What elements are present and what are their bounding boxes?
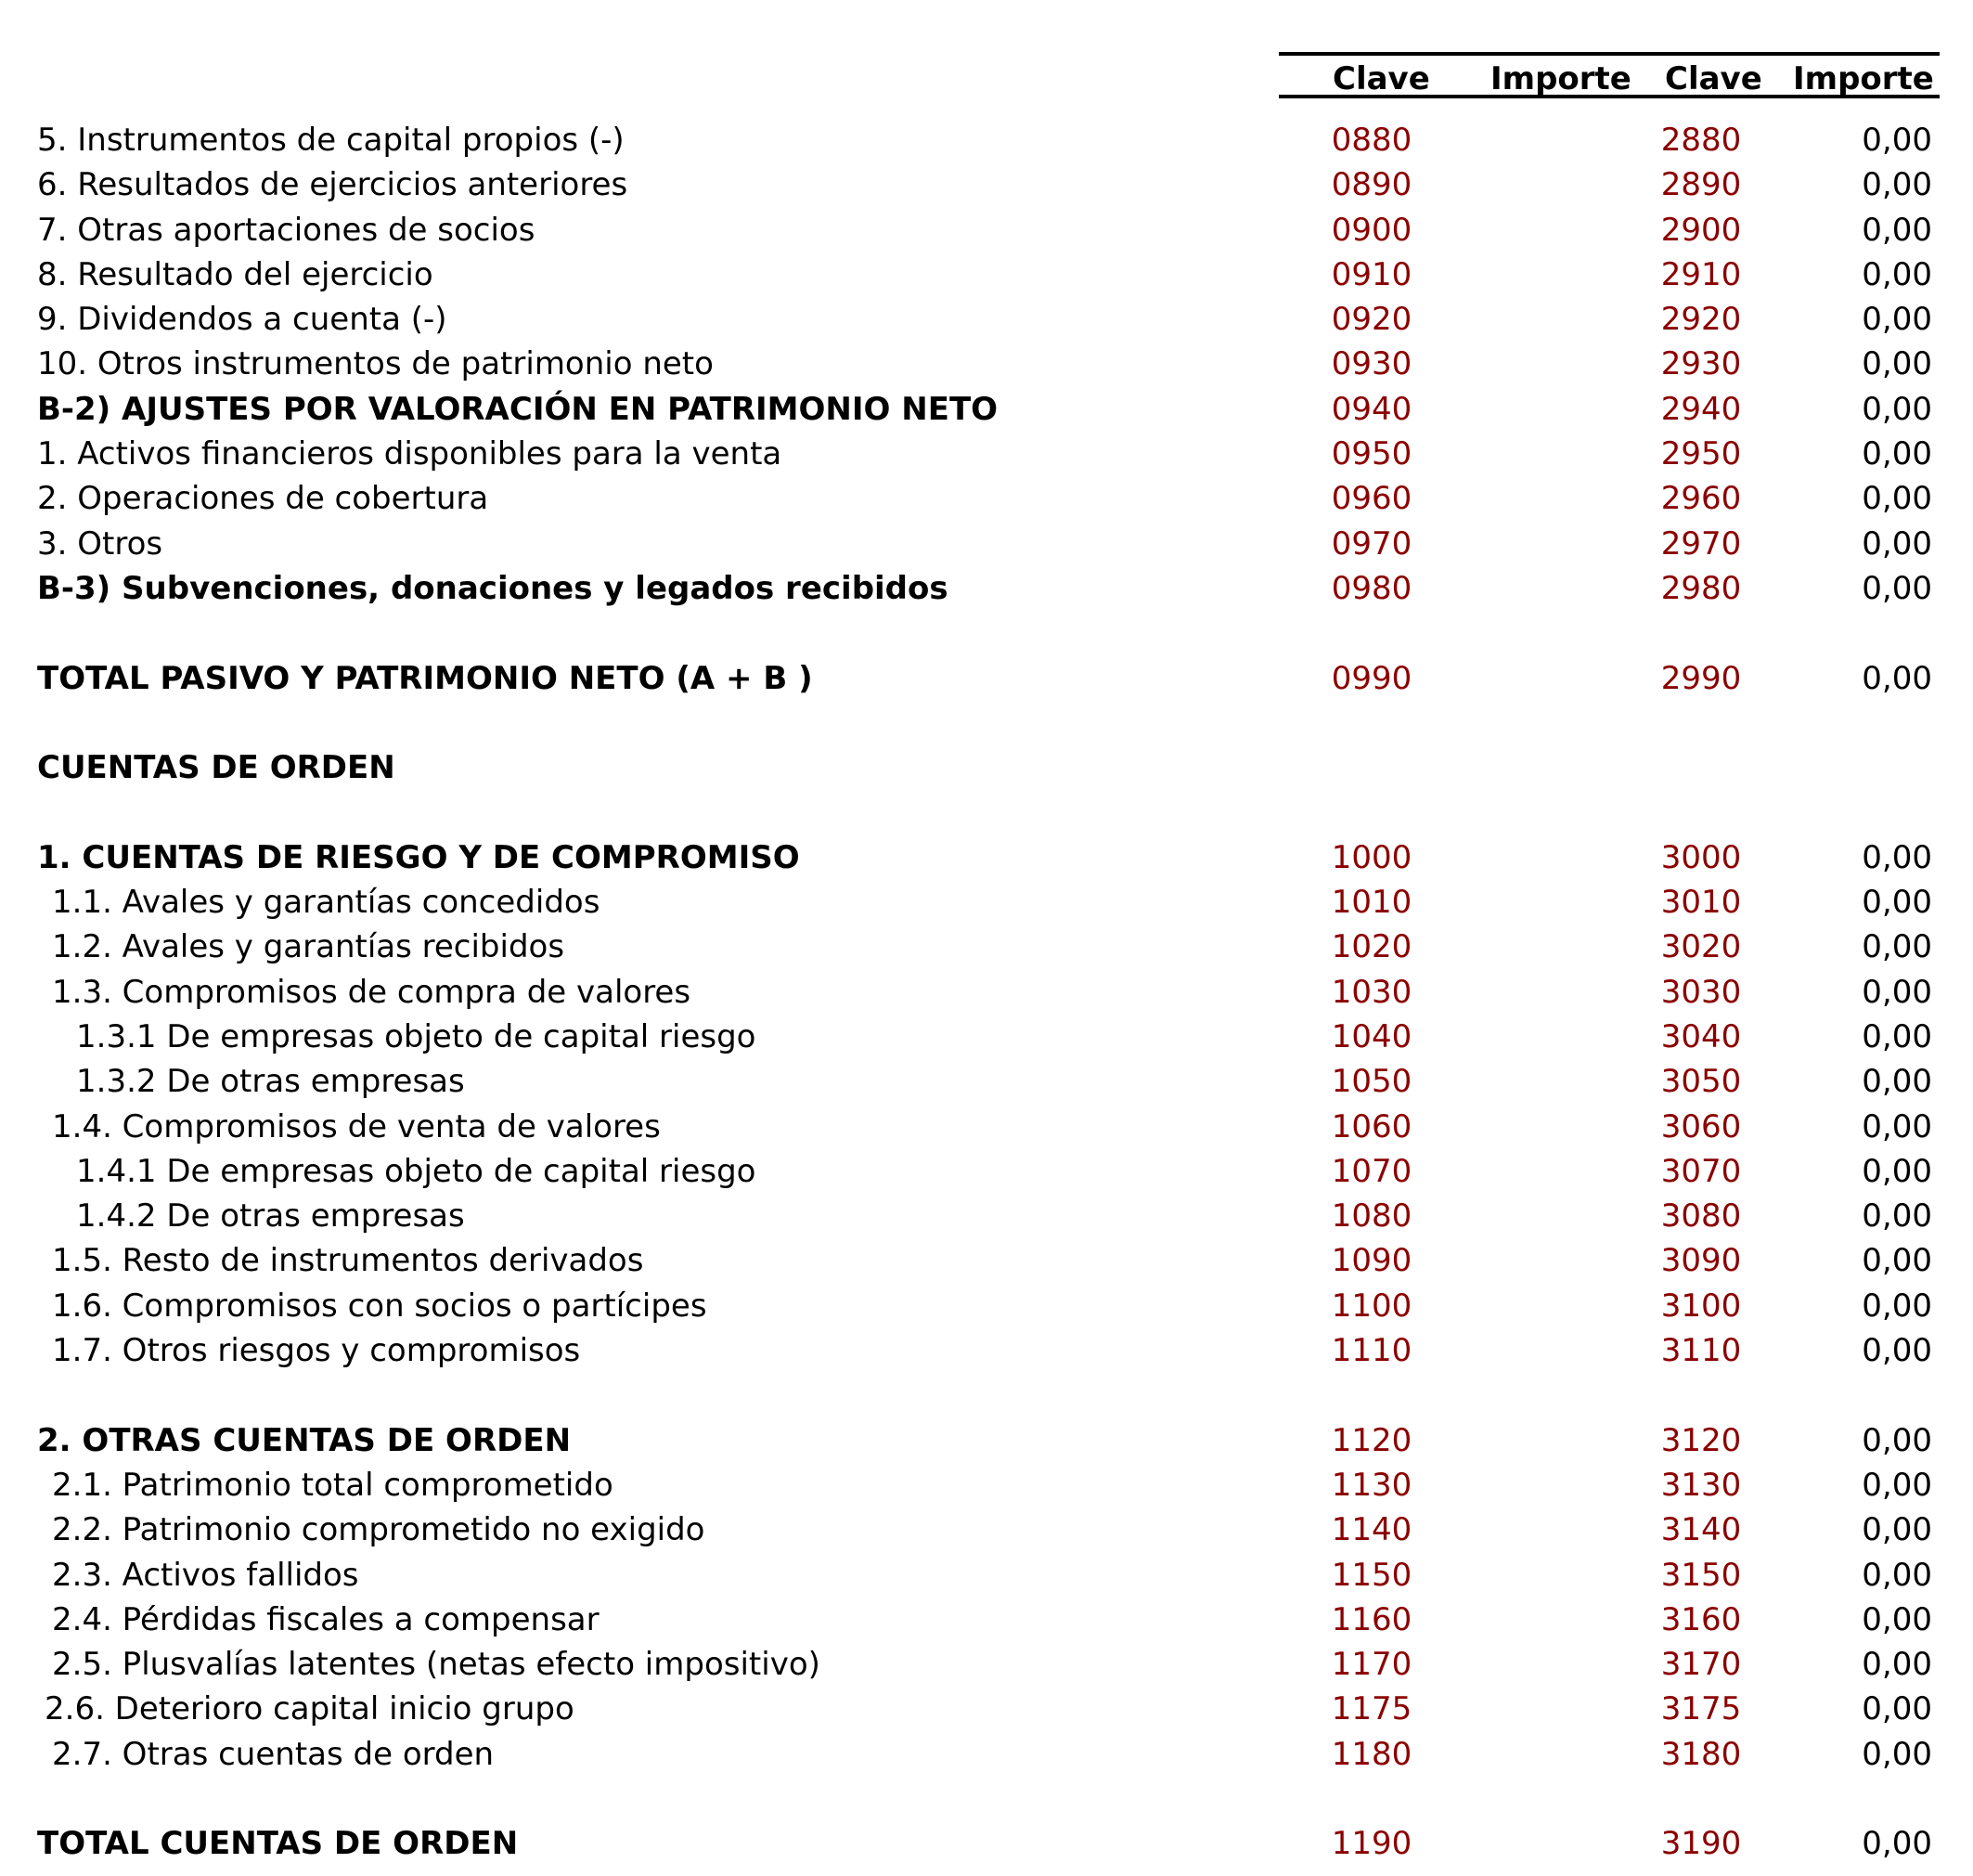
row-clave-1: 0910 [1331, 255, 1412, 293]
row-clave-2: 2920 [1660, 301, 1742, 339]
table-row [0, 1687, 1973, 1731]
row-label: 5. Instrumentos de capital propios (-) [37, 122, 625, 159]
row-clave-2: 3190 [1660, 1825, 1742, 1863]
row-importe: 0,00 [1862, 659, 1932, 697]
row-importe: 0,00 [1862, 524, 1932, 563]
row-importe: 0,00 [1862, 1287, 1932, 1325]
row-clave-1: 1090 [1331, 1242, 1412, 1280]
row-clave-1: 1110 [1331, 1332, 1412, 1370]
row-clave-1: 1175 [1331, 1690, 1412, 1728]
row-clave-2: 3150 [1660, 1556, 1742, 1594]
row-label: 2. OTRAS CUENTAS DE ORDEN [37, 1421, 572, 1459]
row-spacer [0, 611, 1973, 655]
row-label: 2.3. Activos fallidos [52, 1556, 359, 1594]
table-row [0, 1553, 1973, 1598]
row-clave-2: 3030 [1660, 973, 1742, 1011]
row-importe: 0,00 [1862, 1646, 1932, 1684]
row-label: 1.3. Compromisos de compra de valores [52, 973, 691, 1011]
row-clave-2: 3000 [1660, 838, 1742, 876]
row-importe: 0,00 [1862, 435, 1932, 473]
row-clave-2: 2890 [1660, 166, 1742, 204]
row-importe: 0,00 [1862, 1690, 1932, 1728]
row-clave-1: 1190 [1331, 1825, 1412, 1863]
row-importe: 0,00 [1862, 122, 1932, 159]
row-label: 2.4. Pérdidas fiscales a compensar [52, 1600, 600, 1638]
row-importe: 0,00 [1862, 1466, 1932, 1504]
row-importe: 0,00 [1862, 390, 1932, 428]
row-clave-2: 2930 [1660, 345, 1742, 383]
row-label: TOTAL PASIVO Y PATRIMONIO NETO (A + B ) [37, 659, 813, 697]
row-label: 2.6. Deterioro capital inicio grupo [45, 1690, 574, 1728]
row-clave-2: 3050 [1660, 1063, 1742, 1101]
row-clave-1: 1100 [1331, 1287, 1412, 1325]
row-label: 2.1. Patrimonio total comprometido [52, 1466, 613, 1504]
row-clave-2: 3120 [1660, 1421, 1742, 1459]
row-clave-2: 3130 [1660, 1466, 1742, 1504]
row-importe: 0,00 [1862, 1017, 1932, 1055]
row-clave-1: 1150 [1331, 1556, 1412, 1594]
row-clave-1: 1140 [1331, 1511, 1412, 1549]
row-label: 2.5. Plusvalías latentes (netas efecto impositivo) [52, 1646, 820, 1684]
row-clave-1: 0980 [1331, 569, 1412, 607]
row-importe: 0,00 [1862, 1511, 1932, 1549]
row-importe: 0,00 [1862, 301, 1932, 339]
row-importe: 0,00 [1862, 1600, 1932, 1638]
row-clave-2: 3140 [1660, 1511, 1742, 1549]
row-label: TOTAL CUENTAS DE ORDEN [37, 1825, 519, 1863]
row-clave-1: 1020 [1331, 928, 1412, 966]
header-clave-1: Clave [1333, 60, 1430, 97]
row-importe: 0,00 [1862, 1735, 1932, 1773]
row-clave-2: 2880 [1660, 122, 1742, 159]
table-row [0, 1821, 1973, 1866]
row-clave-2: 3100 [1660, 1287, 1742, 1325]
row-label: 3. Otros [37, 524, 163, 563]
row-clave-2: 3060 [1660, 1107, 1742, 1145]
table-row [0, 1732, 1973, 1777]
row-importe: 0,00 [1862, 1152, 1932, 1190]
row-label: 10. Otros instrumentos de patrimonio neto [37, 345, 714, 383]
table-row [0, 208, 1973, 252]
account-table [0, 118, 1973, 1867]
row-spacer [0, 1373, 1973, 1417]
row-importe: 0,00 [1862, 569, 1932, 607]
table-row [0, 1194, 1973, 1238]
row-clave-1: 1160 [1331, 1600, 1412, 1638]
row-clave-1: 0930 [1331, 345, 1412, 383]
row-clave-2: 3010 [1660, 884, 1742, 922]
row-label: 1.2. Avales y garantías recibidos [52, 928, 565, 966]
row-clave-1: 1120 [1331, 1421, 1412, 1459]
table-row [0, 1059, 1973, 1104]
row-clave-1: 0970 [1331, 524, 1412, 563]
row-clave-1: 0940 [1331, 390, 1412, 428]
table-row [0, 1507, 1973, 1552]
table-row [0, 835, 1973, 880]
row-label: CUENTAS DE ORDEN [37, 749, 395, 787]
row-label: 1.4.1 De empresas objeto de capital riesgo [76, 1152, 756, 1190]
row-spacer [0, 1777, 1973, 1821]
table-row [0, 162, 1973, 207]
header-importe-2: Importe [1793, 60, 1934, 97]
row-clave-2: 2900 [1660, 211, 1742, 249]
table-row [0, 970, 1973, 1015]
row-clave-2: 3175 [1660, 1690, 1742, 1728]
row-label: 2.2. Patrimonio comprometido no exigido [52, 1511, 705, 1549]
row-importe: 0,00 [1862, 1063, 1932, 1101]
row-label: 1.4.2 De otras empresas [76, 1197, 465, 1236]
header-importe-1: Importe [1490, 60, 1631, 97]
row-label: 1.6. Compromisos con socios o partícipes [52, 1287, 707, 1325]
row-clave-2: 3160 [1660, 1600, 1742, 1638]
row-importe: 0,00 [1862, 838, 1932, 876]
row-clave-1: 1050 [1331, 1063, 1412, 1101]
row-clave-1: 0890 [1331, 166, 1412, 204]
row-importe: 0,00 [1862, 166, 1932, 204]
row-clave-1: 0920 [1331, 301, 1412, 339]
row-clave-2: 3080 [1660, 1197, 1742, 1236]
row-importe: 0,00 [1862, 973, 1932, 1011]
row-clave-1: 1030 [1331, 973, 1412, 1011]
row-importe: 0,00 [1862, 480, 1932, 518]
row-clave-2: 2980 [1660, 569, 1742, 607]
row-importe: 0,00 [1862, 1107, 1932, 1145]
row-importe: 0,00 [1862, 1556, 1932, 1594]
table-row [0, 252, 1973, 297]
row-label: 1. Activos financieros disponibles para la venta [37, 435, 782, 473]
row-label: 8. Resultado del ejercicio [37, 255, 433, 293]
row-spacer [0, 701, 1973, 745]
table-row [0, 342, 1973, 386]
row-importe: 0,00 [1862, 1825, 1932, 1863]
row-label: 9. Dividendos a cuenta (-) [37, 301, 447, 339]
table-row [0, 1238, 1973, 1283]
table-row [0, 1149, 1973, 1194]
row-clave-2: 3020 [1660, 928, 1742, 966]
row-importe: 0,00 [1862, 345, 1932, 383]
row-clave-2: 2970 [1660, 524, 1742, 563]
row-clave-1: 0880 [1331, 122, 1412, 159]
table-row [0, 925, 1973, 969]
row-clave-1: 1000 [1331, 838, 1412, 876]
row-clave-2: 3090 [1660, 1242, 1742, 1280]
table-row [0, 1598, 1973, 1642]
row-label: 1.5. Resto de instrumentos derivados [52, 1242, 644, 1280]
table-row [0, 432, 1973, 476]
row-label: 1.1. Avales y garantías concedidos [52, 884, 600, 922]
table-row [0, 297, 1973, 342]
row-clave-1: 1080 [1331, 1197, 1412, 1236]
row-label: 1.7. Otros riesgos y compromisos [52, 1332, 581, 1370]
row-label: 2. Operaciones de cobertura [37, 480, 489, 518]
table-row [0, 476, 1973, 521]
table-row [0, 1105, 1973, 1149]
row-clave-2: 2950 [1660, 435, 1742, 473]
row-label: 1.4. Compromisos de venta de valores [52, 1107, 661, 1145]
row-clave-2: 2940 [1660, 390, 1742, 428]
table-row [0, 566, 1973, 611]
row-clave-2: 2960 [1660, 480, 1742, 518]
row-importe: 0,00 [1862, 211, 1932, 249]
header-clave-2: Clave [1665, 60, 1762, 97]
row-clave-1: 0900 [1331, 211, 1412, 249]
row-clave-1: 1130 [1331, 1466, 1412, 1504]
table-row [0, 1328, 1973, 1373]
row-importe: 0,00 [1862, 1197, 1932, 1236]
row-clave-2: 3180 [1660, 1735, 1742, 1773]
row-label: B-2) AJUSTES POR VALORACIÓN EN PATRIMONIO NETO [37, 390, 999, 428]
row-clave-1: 0960 [1331, 480, 1412, 518]
row-label: 2.7. Otras cuentas de orden [52, 1735, 495, 1773]
row-clave-1: 1180 [1331, 1735, 1412, 1773]
row-clave-2: 3170 [1660, 1646, 1742, 1684]
row-clave-1: 1010 [1331, 884, 1412, 922]
table-header [1279, 52, 1940, 98]
table-row [0, 745, 1973, 790]
table-row [0, 522, 1973, 566]
table-row [0, 118, 1973, 162]
row-clave-2: 2990 [1660, 659, 1742, 697]
row-label: 1. CUENTAS DE RIESGO Y DE COMPROMISO [37, 838, 800, 876]
row-label: 7. Otras aportaciones de socios [37, 211, 535, 249]
table-row [0, 1284, 1973, 1328]
row-importe: 0,00 [1862, 255, 1932, 293]
row-label: 1.3.2 De otras empresas [76, 1063, 465, 1101]
row-clave-1: 1170 [1331, 1646, 1412, 1684]
table-row [0, 1463, 1973, 1507]
row-importe: 0,00 [1862, 928, 1932, 966]
row-clave-1: 0950 [1331, 435, 1412, 473]
row-clave-2: 3110 [1660, 1332, 1742, 1370]
row-label: B-3) Subvenciones, donaciones y legados recibidos [37, 569, 948, 607]
table-row [0, 1418, 1973, 1463]
row-clave-2: 3070 [1660, 1152, 1742, 1190]
row-clave-1: 1040 [1331, 1017, 1412, 1055]
table-row [0, 1015, 1973, 1059]
row-clave-2: 2910 [1660, 255, 1742, 293]
row-importe: 0,00 [1862, 1242, 1932, 1280]
row-importe: 0,00 [1862, 1421, 1932, 1459]
table-row [0, 880, 1973, 925]
table-row [0, 656, 1973, 701]
row-label: 6. Resultados de ejercicios anteriores [37, 166, 628, 204]
table-row [0, 387, 1973, 432]
row-importe: 0,00 [1862, 884, 1932, 922]
row-clave-2: 3040 [1660, 1017, 1742, 1055]
row-clave-1: 1070 [1331, 1152, 1412, 1190]
row-importe: 0,00 [1862, 1332, 1932, 1370]
row-clave-1: 0990 [1331, 659, 1412, 697]
row-spacer [0, 790, 1973, 834]
row-clave-1: 1060 [1331, 1107, 1412, 1145]
row-label: 1.3.1 De empresas objeto de capital riesgo [76, 1017, 756, 1055]
table-row [0, 1642, 1973, 1687]
